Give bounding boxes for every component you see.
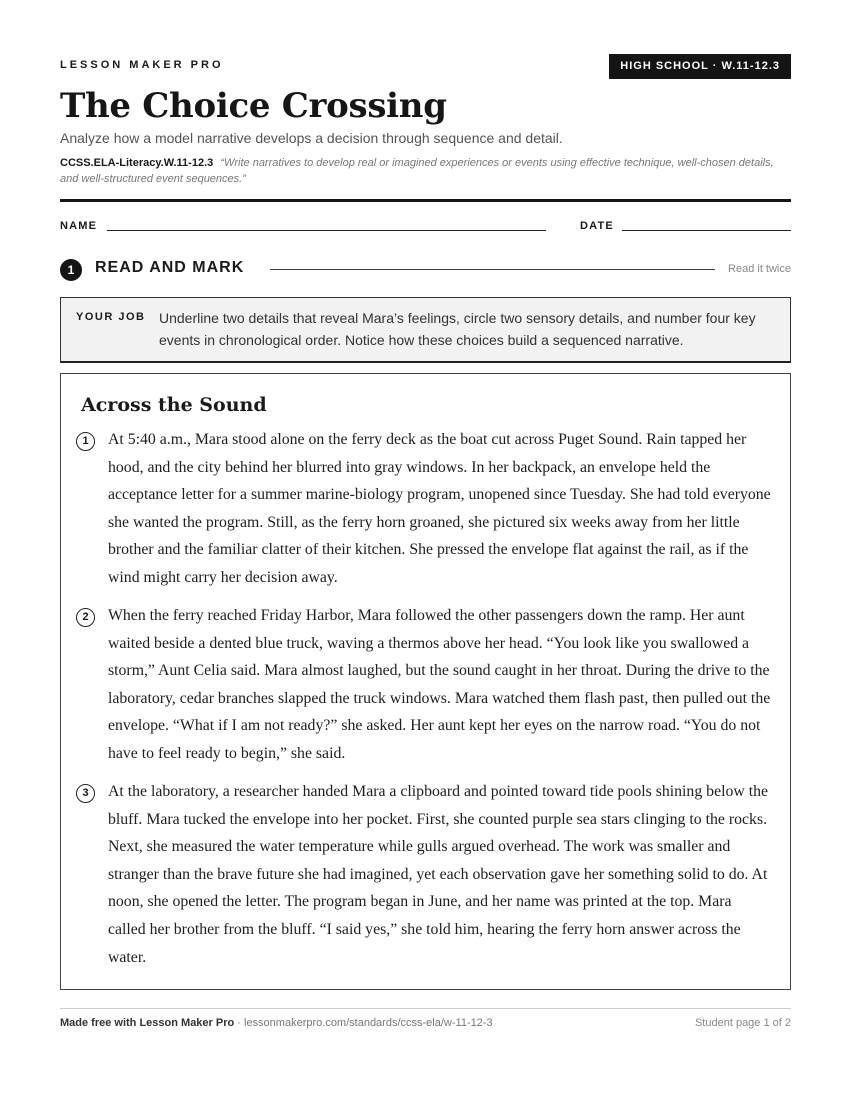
section-divider (270, 269, 715, 270)
story-paragraph: At the laboratory, a researcher handed Mara a clipboard and pointed toward tide pools shining below the bluff. Mara tucked the envelope into her pocket. First, she counted purple sea stars clinging to the rocks. Next, she measured the water temperature while gulls argued overhead. The work was smaller and stranger than the brave future she had imagined, yet each observation gave her something solid to do. At noon, she opened the letter. The program began in June, and her name was printed at the top. Mara called her brother from the bluff. “I said yes,” she told him, hearing the ferry horn answer across the water. (108, 783, 769, 966)
paragraph-number: 2 (76, 608, 95, 627)
section-title: READ AND MARK (95, 259, 245, 276)
standard-code: CCSS.ELA-Literacy.W.11-12.3 (60, 157, 214, 169)
footer-divider (60, 1008, 791, 1009)
instructions-label: YOUR JOB (76, 311, 146, 323)
section-note: Read it twice (728, 263, 791, 275)
story-passage (60, 373, 791, 990)
date-field[interactable] (622, 230, 791, 231)
date-label: DATE (580, 220, 614, 232)
brand-name: LESSON MAKER PRO (60, 59, 224, 71)
footer-made-with: Made free with Lesson Maker Pro (60, 1017, 235, 1029)
standard-citation (60, 155, 791, 187)
paragraph-number: 1 (76, 432, 95, 451)
story-title: Across the Sound (81, 394, 267, 416)
instructions-text: Underline two details that reveal Mara’s feelings, circle two sensory details, and number four key events in chronological order. Notice how these choices build a sequenced narrative. (159, 310, 756, 348)
page-subtitle: Analyze how a model narrative develops a decision through sequence and detail. (60, 130, 563, 146)
page-title: The Choice Crossing (60, 86, 447, 126)
footer-credit (60, 1017, 493, 1029)
story-paragraph: At 5:40 a.m., Mara stood alone on the ferry deck as the boat cut across Puget Sound. Rain tapped her hood, and the city behind her blurred into gray windows. In her backpack, an envelope held the acceptance letter for a summer marine-biology program, unopened since Tuesday. She had told everyone she wanted the program. Still, as the ferry horn groaned, she pictured six weeks away from her little brother and the familiar clatter of their kitchen. She pressed the envelope flat against the rail, as if the wind might carry her decision away. (108, 431, 771, 586)
worksheet-page (60, 0, 791, 1100)
name-field[interactable] (107, 230, 546, 231)
section-number-badge: 1 (60, 259, 82, 281)
instructions-box (60, 297, 791, 363)
name-label: NAME (60, 220, 98, 232)
footer-separator: · (234, 1017, 244, 1029)
story-paragraph: When the ferry reached Friday Harbor, Mara followed the other passengers down the ramp. Her aunt waited beside a dented blue truck, waving a thermos above her head. “You look like you swallowed a storm,” Aunt Celia said. Mara almost laughed, but the sound caught in her throat. During the drive to the laboratory, cedar branches slapped the truck windows. Mara watched them flash past, then pulled out the envelope. “What if I am not ready?” she asked. Her aunt kept her eyes on the narrow road. “You do not have to feel ready to begin,” she said. (108, 607, 771, 762)
footer-page-indicator: Student page 1 of 2 (694, 1017, 791, 1029)
grade-standard-badge: HIGH SCHOOL · W.11-12.3 (609, 54, 791, 79)
standard-quote: “Write narratives to develop real or imagined experiences or events using effective technique, well-chosen details, and well-structured event sequences.” (60, 157, 774, 185)
header-divider (60, 199, 791, 202)
paragraph-number: 3 (76, 784, 95, 803)
footer-url-link[interactable]: lessonmakerpro.com/standards/ccss-ela/w-11-12-3 (244, 1017, 493, 1029)
